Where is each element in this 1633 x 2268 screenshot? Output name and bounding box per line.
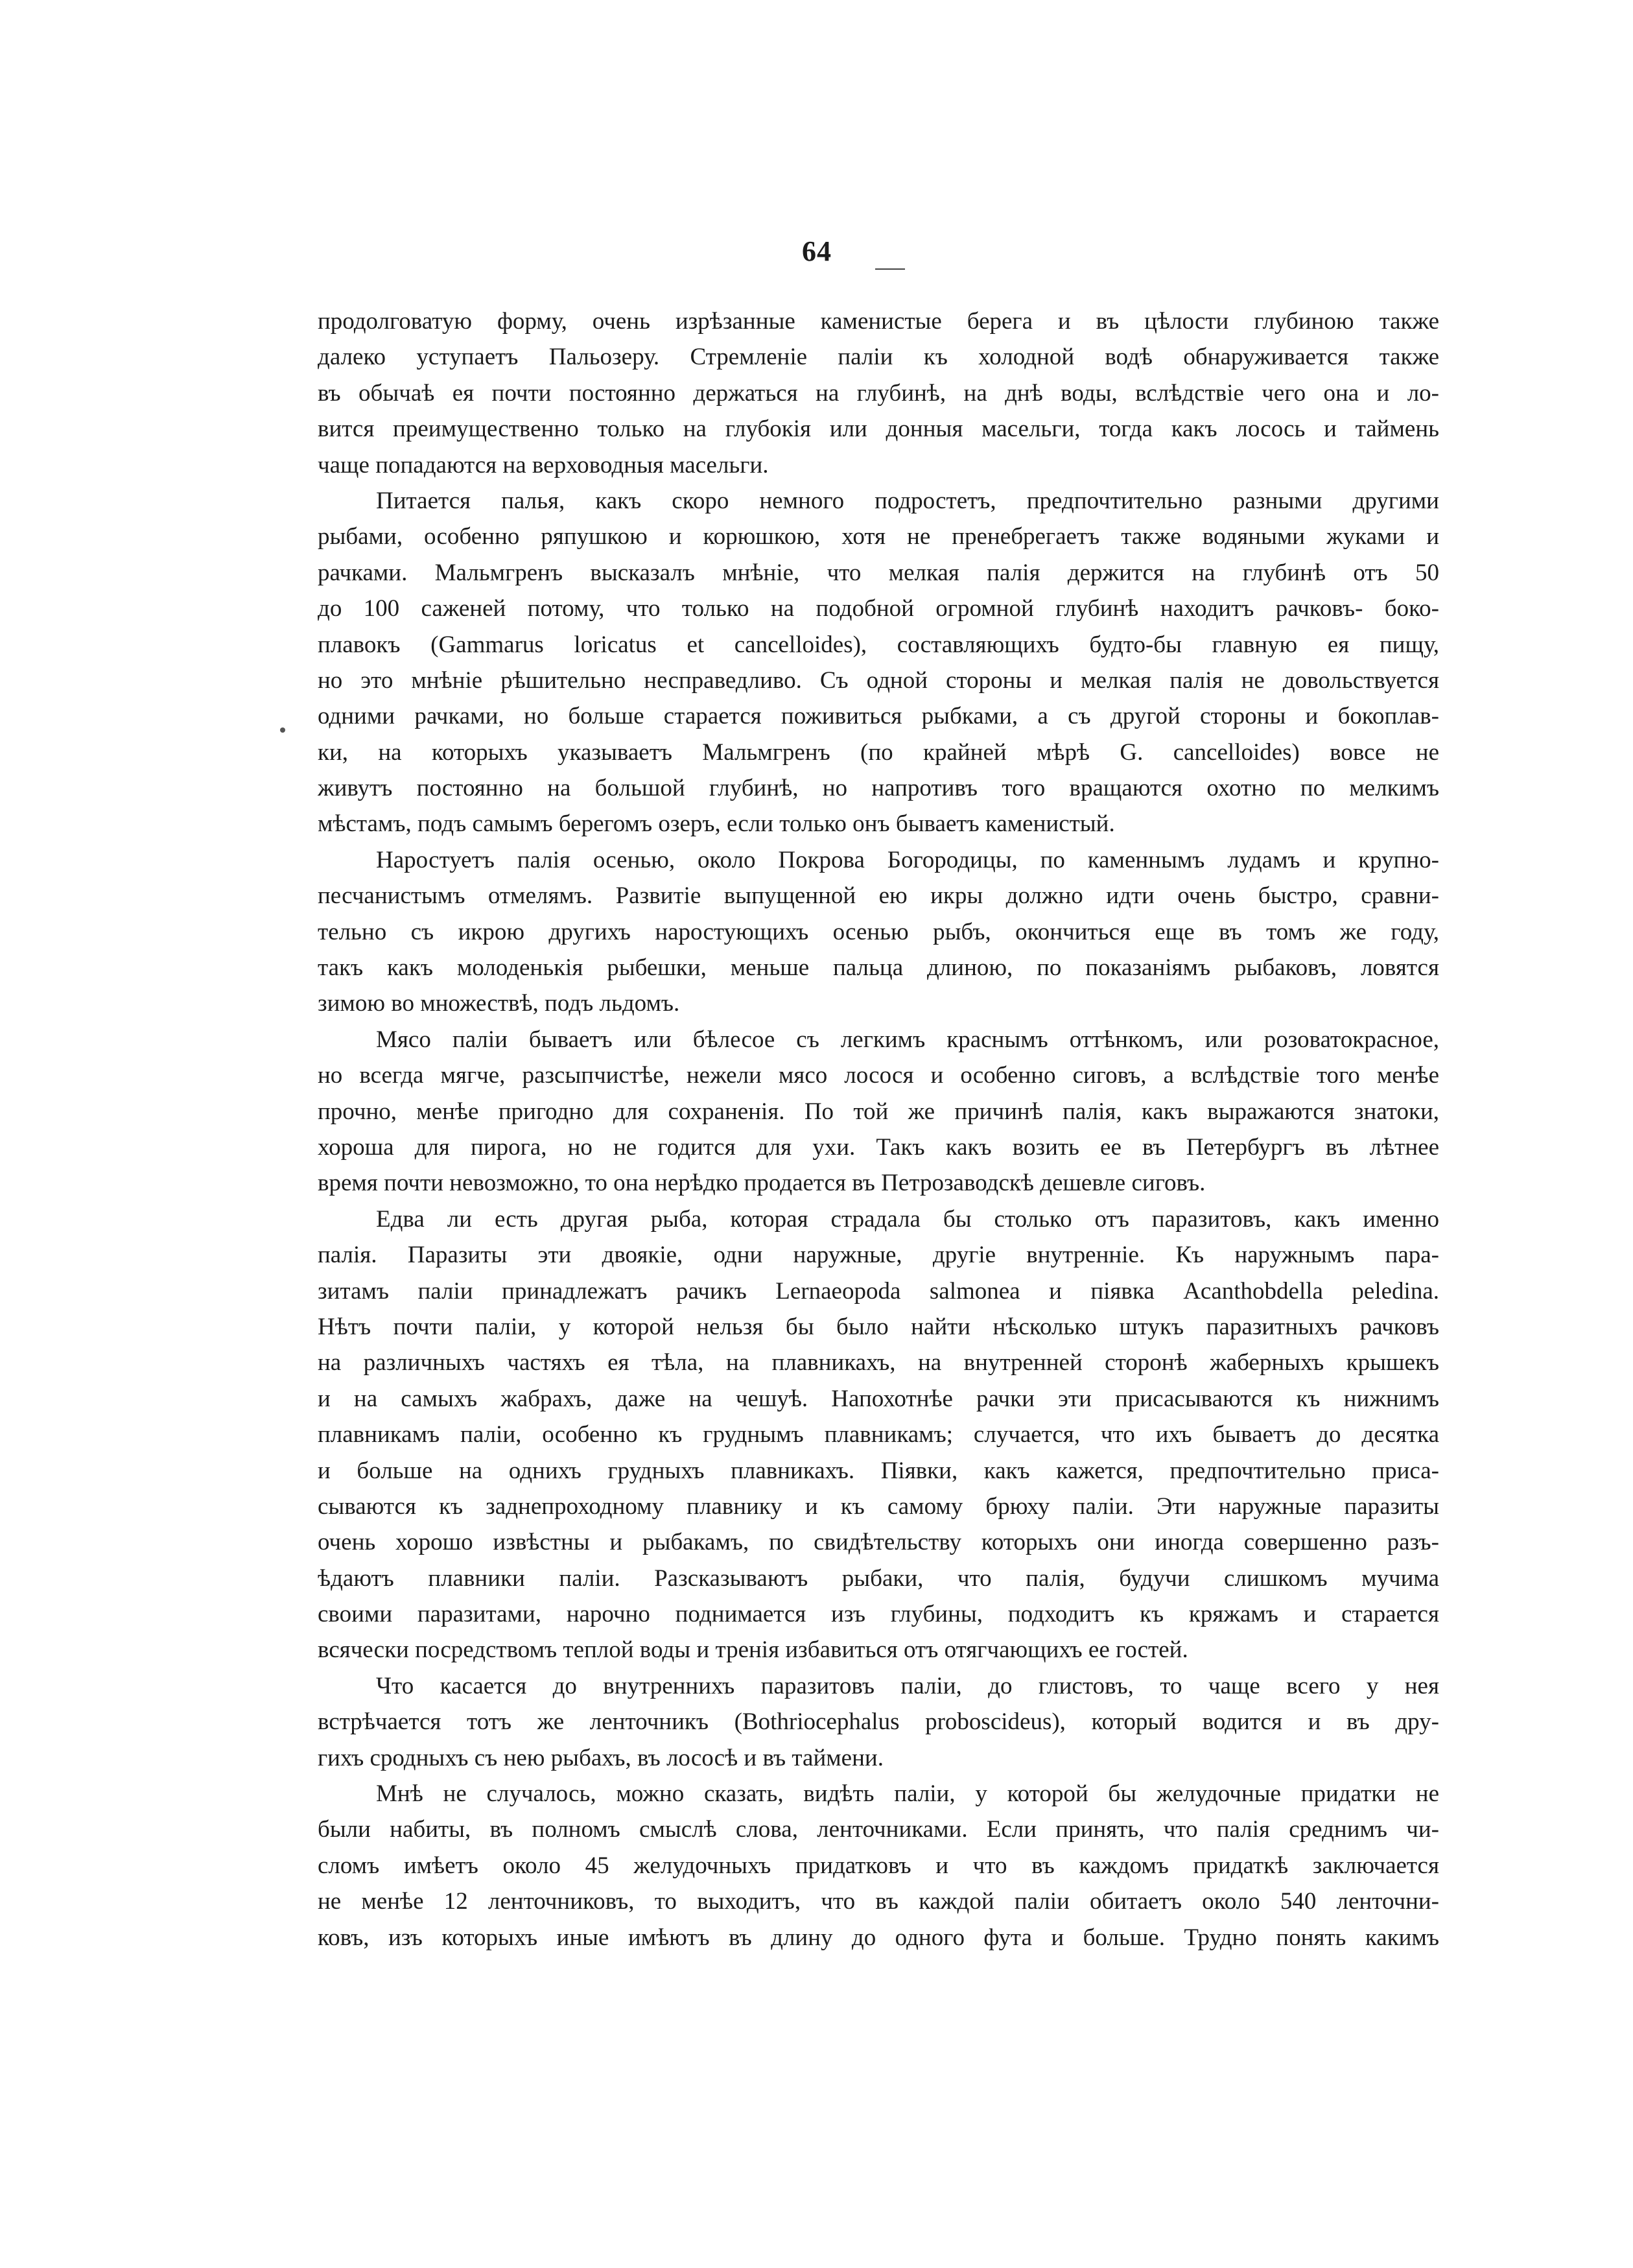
text-line: рыбами, особенно ряпушкою и корюшкою, хотя не пренебрегаетъ также водяными жуками и — [318, 523, 1439, 550]
text-line: но всегда мягче, разсыпчистѣе, нежели мясо лосося и особенно сиговъ, а вслѣдствіе того менѣе — [318, 1062, 1439, 1089]
text-line: гихъ сродныхъ съ нею рыбахъ, въ лососѣ и въ таймени. — [318, 1744, 884, 1771]
text-line: плавокъ (Gammarus loricatus et cancelloides), составляющихъ будто-бы главную ея пищу, — [318, 631, 1439, 658]
text-line: до 100 саженей потому, что только на подобной огромной глубинѣ находитъ рачковъ- боко- — [318, 595, 1439, 622]
margin-mark — [280, 727, 285, 733]
text-line: сываются къ заднепроходному плавнику и къ самому брюху паліи. Эти наружные паразиты — [318, 1493, 1439, 1520]
text-line: прочно, менѣе пригодно для сохраненія. По той же причинѣ палія, какъ выражаются знатоки, — [318, 1098, 1439, 1125]
text-line: въ обычаѣ ея почти постоянно держаться на глубинѣ, на днѣ воды, вслѣдствіе чего она и ло- — [318, 379, 1439, 407]
text-line: своими паразитами, нарочно поднимается изъ глубины, подходитъ къ кряжамъ и старается — [318, 1601, 1439, 1628]
text-line: Мнѣ не случалось, можно сказать, видѣть паліи, у которой бы желудочные придатки не — [376, 1780, 1439, 1808]
text-line: Что касается до внутреннихъ паразитовъ паліи, до глистовъ, то чаще всего у нея — [376, 1672, 1439, 1699]
text-line: зитамъ паліи принадлежатъ рачикъ Lernaeopoda salmonea и піявка Acanthobdella peledina. — [318, 1277, 1439, 1305]
text-line: зимою во множествѣ, подъ льдомъ. — [318, 990, 680, 1017]
text-line: на различныхъ частяхъ ея тѣла, на плавникахъ, на внутренней сторонѣ жаберныхъ крышекъ — [318, 1349, 1439, 1376]
text-line: одними рачками, но больше старается поживиться рыбками, а съ другой стороны и бокоплав- — [318, 703, 1439, 730]
text-line: сломъ имѣетъ около 45 желудочныхъ придатковъ и что въ каждомъ придаткѣ заключается — [318, 1852, 1439, 1879]
text-line: ковъ, изъ которыхъ иные имѣютъ въ длину до одного фута и больше. Трудно понять какимъ — [318, 1924, 1439, 1951]
text-line: далеко уступаетъ Пальозеру. Стремленіе паліи къ холодной водѣ обнаруживается также — [318, 344, 1439, 371]
text-line: хороша для пирога, но не годится для ухи. Такъ какъ возить ее въ Петербургъ въ лѣтнее — [318, 1133, 1439, 1161]
text-line: ѣдаютъ плавники паліи. Разсказываютъ рыбаки, что палія, будучи слишкомъ мучима — [318, 1565, 1439, 1592]
page-body — [318, 303, 1439, 1955]
text-line: всячески посредствомъ теплой воды и тренія избавиться отъ отягчающихъ ее гостей. — [318, 1636, 1188, 1664]
text-line: Наростуетъ палія осенью, около Покрова Богородицы, по каменнымъ лудамъ и крупно- — [376, 846, 1439, 873]
page-number-underline — [875, 268, 905, 270]
text-line: не менѣе 12 ленточниковъ, то выходитъ, что въ каждой паліи обитаетъ около 540 ленточни- — [318, 1888, 1439, 1915]
text-line: Питается палья, какъ скоро немного подростетъ, предпочтительно разными другими — [376, 487, 1439, 514]
text-line: время почти невозможно, то она нерѣдко продается въ Петрозаводскѣ дешевле сиговъ. — [318, 1170, 1206, 1197]
text-line: мѣстамъ, подъ самымъ берегомъ озеръ, если только онъ бываетъ каменистый. — [318, 810, 1115, 838]
text-line: ки, на которыхъ указываетъ Мальмгренъ (по крайней мѣрѣ G. cancelloides) вовсе не — [318, 738, 1439, 766]
text-line: рачками. Мальмгренъ высказалъ мнѣніе, что мелкая палія держится на глубинѣ отъ 50 — [318, 559, 1439, 586]
text-line: Нѣтъ почти паліи, у которой нельзя бы было найти нѣсколько штукъ паразитныхъ рачковъ — [318, 1313, 1439, 1340]
text-line: Едва ли есть другая рыба, которая страдала бы столько отъ паразитовъ, какъ именно — [376, 1205, 1439, 1233]
text-line: встрѣчается тотъ же ленточникъ (Bothriocephalus proboscideus), который водится и въ дру- — [318, 1708, 1439, 1736]
text-line: очень хорошо извѣстны и рыбакамъ, по свидѣтельству которыхъ они иногда совершенно разъ- — [318, 1529, 1439, 1556]
text-line: плавникамъ паліи, особенно къ груднымъ плавникамъ; случается, что ихъ бываетъ до десятка — [318, 1421, 1439, 1448]
text-line: тельно съ икрою другихъ наростующихъ осенью рыбъ, окончиться еще въ томъ же году, — [318, 918, 1439, 945]
text-line: живутъ постоянно на большой глубинѣ, но напротивъ того вращаются охотно по мелкимъ — [318, 775, 1439, 802]
text-line: и на самыхъ жабрахъ, даже на чешуѣ. Напохотнѣе рачки эти присасываются къ нижнимъ — [318, 1385, 1439, 1412]
text-line: но это мнѣніе рѣшительно несправедливо. Съ одной стороны и мелкая палія не довольствуется — [318, 667, 1439, 694]
text-line: чаще попадаются на верховодныя масельги. — [318, 451, 769, 478]
text-line: вится преимущественно только на глубокія или донныя масельги, тогда какъ лосось и таймень — [318, 416, 1439, 443]
text-line: были набиты, въ полномъ смыслѣ слова, ленточниками. Если принять, что палія среднимъ чи- — [318, 1816, 1439, 1843]
text-line: продолговатую форму, очень изрѣзанные каменистые берега и въ цѣлости глубиною также — [318, 308, 1439, 335]
page-number: 64 — [802, 235, 832, 267]
text-line: палія. Паразиты эти двоякіе, одни наружные, другіе внутренніе. Къ наружнымъ пара- — [318, 1242, 1439, 1269]
text-line: и больше на однихъ грудныхъ плавникахъ. Піявки, какъ кажется, предпочтительно приса- — [318, 1457, 1439, 1484]
text-line: такъ какъ молоденькія рыбешки, меньше пальца длиною, по показаніямъ рыбаковъ, ловятся — [318, 954, 1439, 982]
text-line: песчанистымъ отмелямъ. Развитіе выпущенной ею икры должно идти очень быстро, сравни- — [318, 882, 1439, 910]
text-line: Мясо паліи бываетъ или бѣлесое съ легкимъ краснымъ оттѣнкомъ, или розоватокрасное, — [376, 1026, 1439, 1053]
